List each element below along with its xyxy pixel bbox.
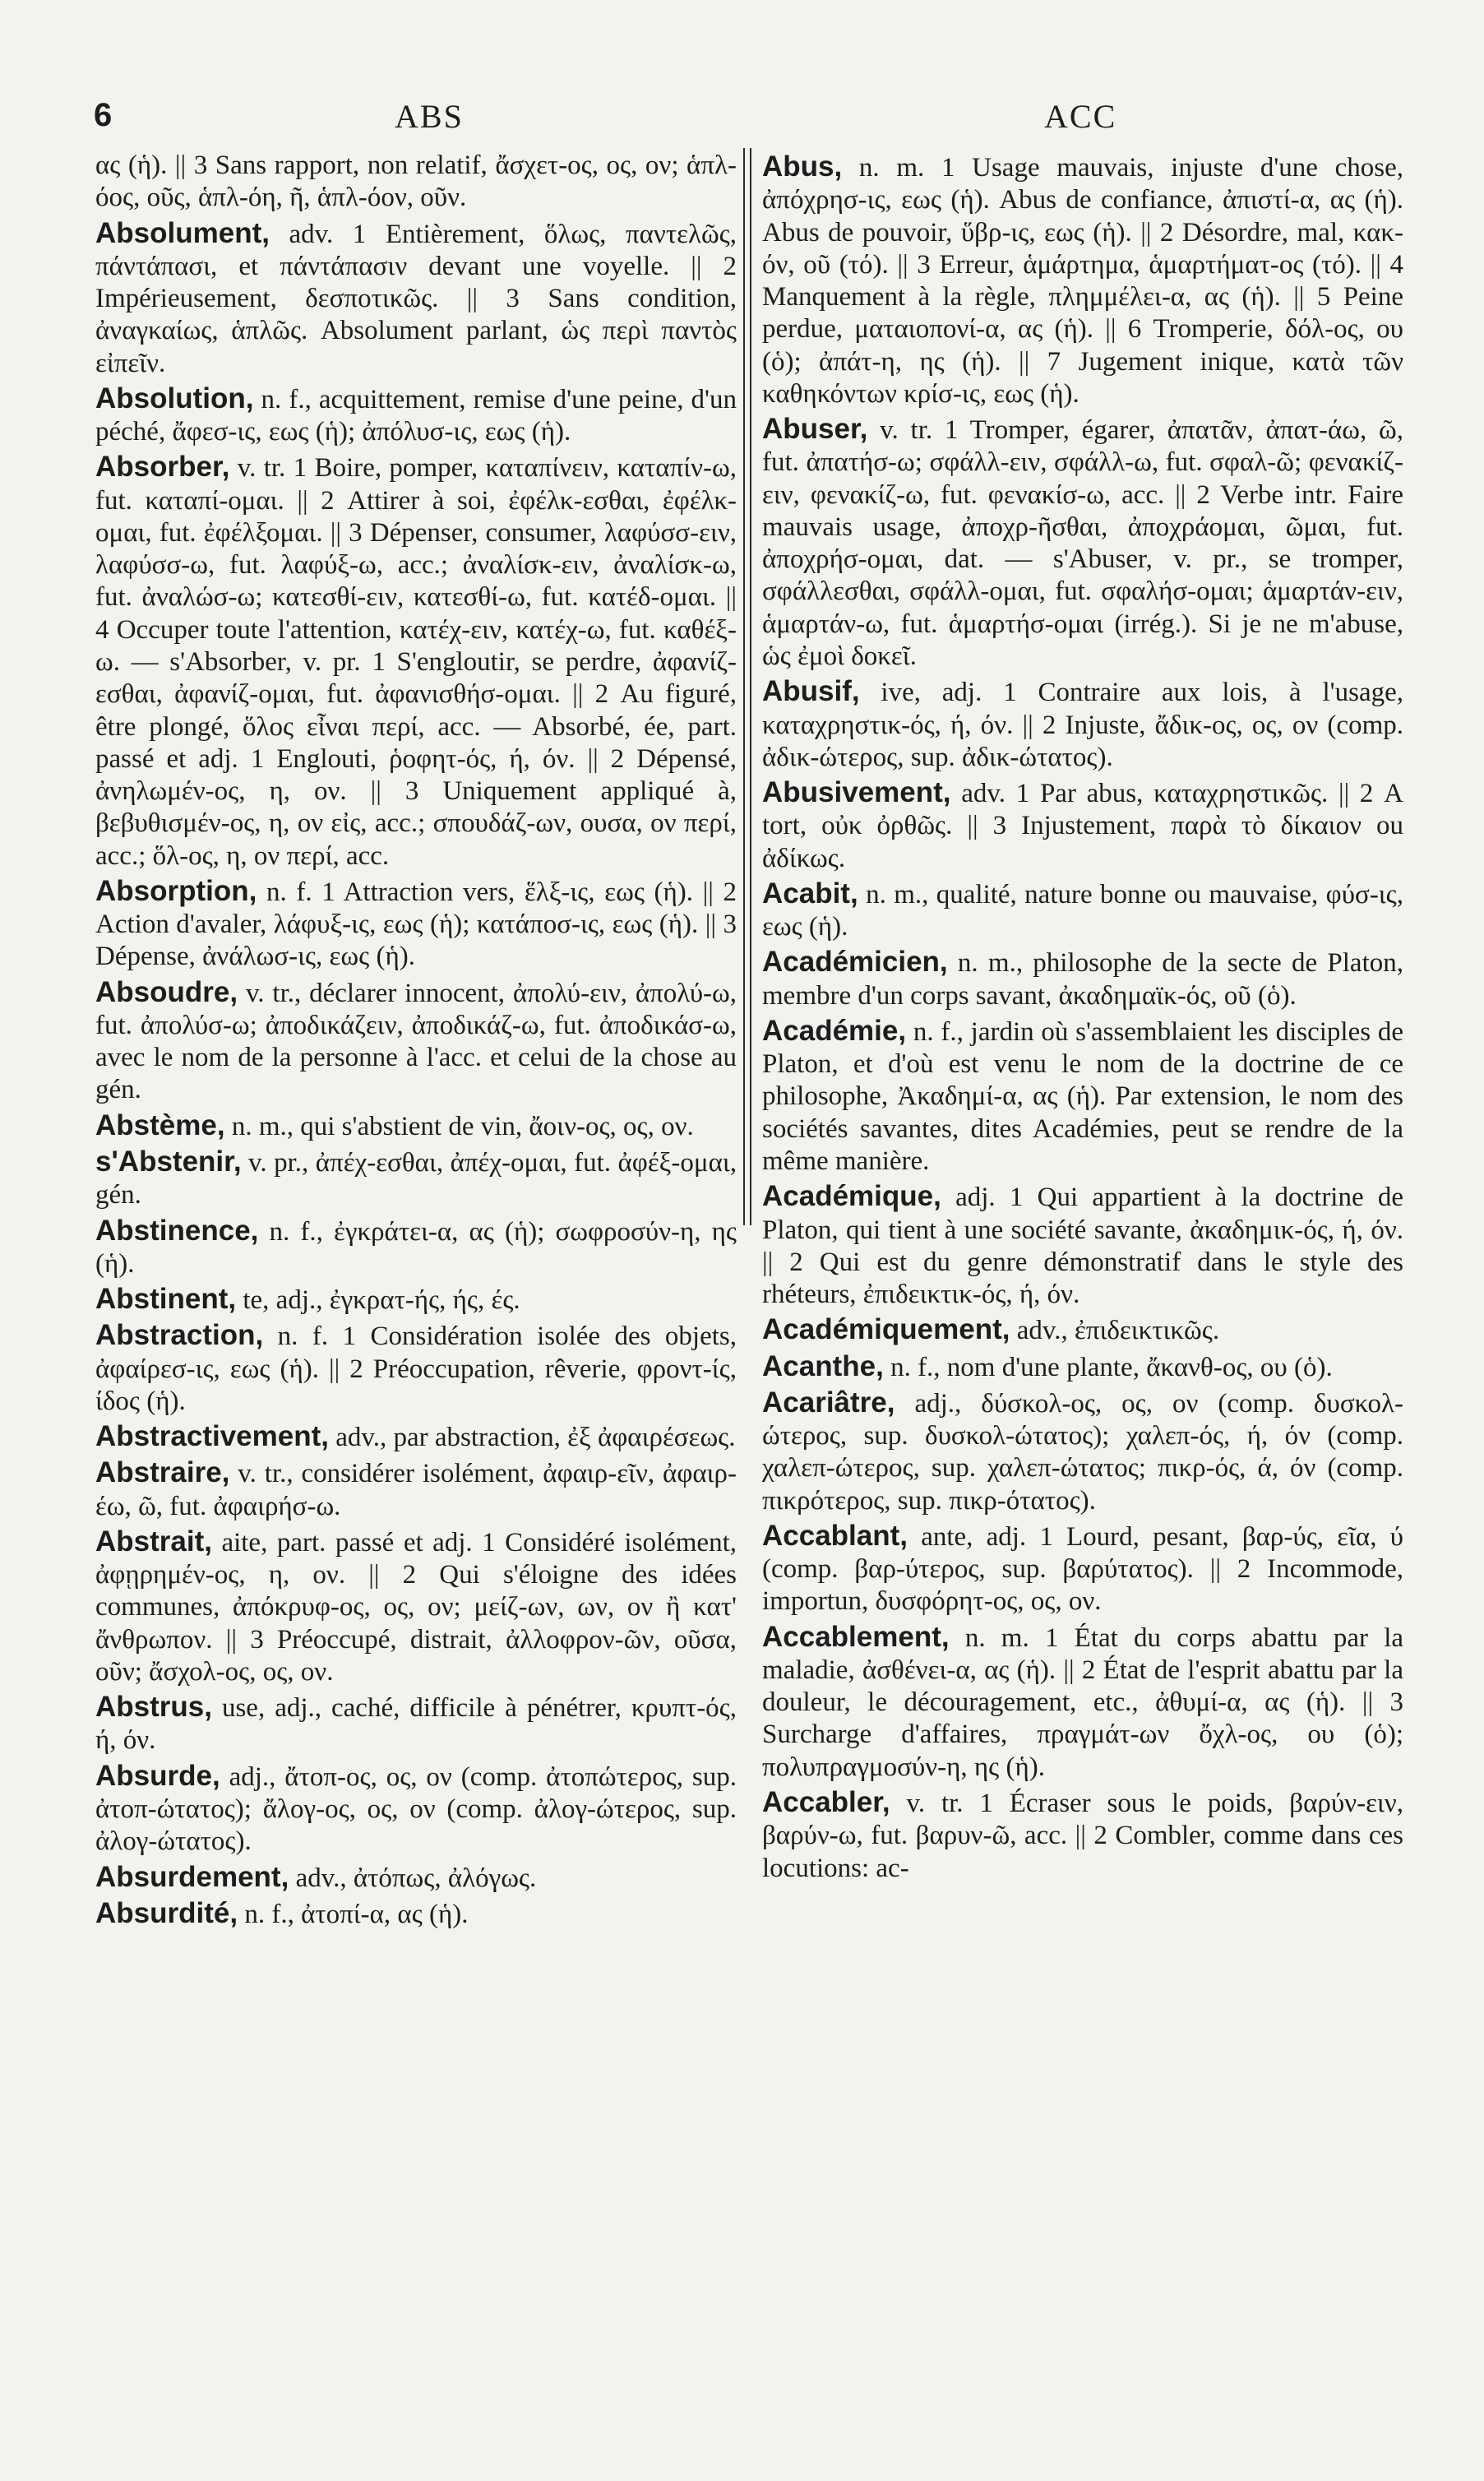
right-running-head: ACC <box>1044 98 1117 135</box>
column-rule <box>743 148 745 1225</box>
dictionary-entry <box>95 216 737 380</box>
entry-definition: ive, adj. 1 Contraire aux lois, à l'usage, καταχρηστικ-ός, ή, όν. || 2 Injuste, ἄδικ-ος, ος, ον (comp. ἀδικ-ώτερος, sup. ἀδικ-ώτατος). <box>762 678 1404 772</box>
entry-headword: Abuser, <box>762 413 868 446</box>
left-running-head: ABS <box>395 98 464 135</box>
entry-headword: Abstinent, <box>95 1283 237 1316</box>
entry-definition: n. m. 1 État du corps abattu par la maladie, ἀσθένει-α, ας (ἡ). || 2 État de l'esprit abattu par la douleur, le découragement, etc., ἀθυμί-α, ας (ἡ). || 3 Surcharge d'affaires, πραγμάτ-ων ὄχλ-ος, ου (ὁ); πολυπραγμοσύν-η, ης (ἡ). <box>762 1622 1404 1782</box>
entry-headword: Académicien, <box>762 946 948 979</box>
dictionary-entry <box>762 877 1403 944</box>
entry-headword: Académie, <box>762 1014 907 1047</box>
dictionary-entry <box>95 1525 737 1688</box>
entry-definition: n. m., qui s'abstient de vin, ἄοιν-ος, ος, ον. <box>231 1111 694 1141</box>
entry-headword: Absolution, <box>95 382 254 414</box>
dictionary-entry <box>95 1419 737 1454</box>
entry-headword: Absurdement, <box>95 1860 289 1893</box>
dictionary-entry <box>95 150 737 215</box>
entry-definition: adj., ἄτοπ-ος, ος, ον (comp. ἀτοπώτερος, sup. ἀτοπ-ώτατος); ἄλογ-ος, ος, ον (comp. ἀλογ-ώτερος, sup. ἀλογ-ώτατος). <box>95 1761 737 1857</box>
dictionary-entry <box>95 975 737 1107</box>
dictionary-entry <box>762 1620 1403 1784</box>
dictionary-entry <box>762 674 1403 774</box>
entry-headword: Abstraire, <box>95 1456 230 1489</box>
entry-definition: adj., δύσκολ-ος, ος, ον (comp. δυσκολ-ώτερος, sup. δυσκολ-ώτατος); χαλεπ-ός, ή, όν (comp. χαλεπ-ώτερος, sup. χαλεπ-ώτατος; πικρ-ός, ά, όν (comp. πικρότερος, sup. πικρ-ότατος). <box>762 1388 1404 1516</box>
dictionary-entry <box>95 1214 737 1281</box>
entry-definition: adv., ἀτόπως, ἀλόγως. <box>295 1863 537 1893</box>
dictionary-entry <box>762 1386 1403 1517</box>
dictionary-entry <box>95 1690 737 1757</box>
dictionary-entry <box>762 412 1403 673</box>
running-header <box>0 97 1484 146</box>
entry-headword: Abstrait, <box>95 1525 212 1558</box>
entry-headword: Abstractivement, <box>95 1420 329 1453</box>
entry-definition: n. m., philosophe de la secte de Platon, membre d'un corps savant, ἀκαδημαϊκ-ός, οῦ (ὁ). <box>762 948 1403 1011</box>
dictionary-entry <box>95 874 737 974</box>
entry-headword: Abstème, <box>95 1109 225 1141</box>
dictionary-entry <box>95 1145 737 1212</box>
entry-definition: adj. 1 Qui appartient à la doctrine de Platon, qui tient à une société savante, ἀκαδημικ-ός, ή, όν. || 2 Qui est du genre démonstratif dans le style des rhéteurs, ἐπιδεικτικ-ός, ή, όν. <box>762 1183 1404 1310</box>
entry-definition: n. f., ἀτοπί-α, ας (ἡ). <box>244 1899 469 1929</box>
entry-definition: ας (ἡ). || 3 Sans rapport, non relatif, ἄσχετ-ος, ος, ον; ἁπλ-όος, οῦς, ἁπλ-όη, ῆ, ἁπλ-όον, οῦν. <box>95 150 737 213</box>
entry-definition: n. m. 1 Usage mauvais, injuste d'une chose, ἀπόχρησ-ις, εως (ἡ). Abus de confiance, ἀπιστί-α, ας (ἡ). Abus de pouvoir, ὕβρ-ις, εως (ἡ). || 2 Désordre, mal, κακ-όν, οῦ (τό). || 3 Erreur, ἁμάρτημα, ἁμαρτήματ-ος (τό). || 4 Manquement à la règle, πλημμέλει-α, ας (ἡ). || 5 Peine perdue, ματαιοπονί-α, ας (ἡ). || 6 Tromperie, δόλ-ος, ου (ὁ); ἀπάτ-η, ης (ἡ). || 7 Jugement inique, κατὰ τῶν καθηκόντων κρίσ-ις, εως (ἡ). <box>762 153 1403 409</box>
entry-headword: Accabler, <box>762 1786 890 1819</box>
dictionary-entry <box>95 382 737 449</box>
entry-headword: Absolument, <box>95 216 270 249</box>
entry-headword: Absurde, <box>95 1759 220 1792</box>
entry-definition: n. f., acquittement, remise d'une peine, d'un péché, ἄφεσ-ις, εως (ἡ); ἀπόλυσ-ις, εως (ἡ). <box>95 384 737 447</box>
entry-definition: v. tr., considérer isolément, ἀφαιρ-εῖν, ἀφαιρ-έω, ῶ, fut. ἀφαιρήσ-ω. <box>95 1459 737 1521</box>
dictionary-entry <box>762 1312 1403 1347</box>
entry-headword: Abstrus, <box>95 1691 212 1724</box>
entry-headword: Absoudre, <box>95 975 238 1008</box>
entry-headword: Absorption, <box>95 874 257 907</box>
entry-definition: adv. 1 Entièrement, ὅλως, παντελῶς, πάντάπασι, et πάντάπασιν devant une voyelle. || 2 Impérieusement, δεσποτικῶς. || 3 Sans condition, ἀναγκαίως, ἁπλῶς. Absolument parlant, ὡς περὶ παντὸς εἰπεῖν. <box>95 219 737 378</box>
entry-definition: n. f., ἐγκράτει-α, ας (ἡ); σωφροσύν-η, ης (ἡ). <box>95 1216 737 1279</box>
dictionary-entry <box>95 1456 737 1523</box>
entry-headword: Accablant, <box>762 1519 908 1552</box>
dictionary-entry <box>95 1860 737 1895</box>
page-number: 6 <box>94 97 114 133</box>
entry-headword: s'Abstenir, <box>95 1145 242 1178</box>
entry-headword: Acariâtre, <box>762 1386 895 1419</box>
dictionary-entry <box>762 1179 1403 1311</box>
dictionary-entry <box>762 150 1403 410</box>
entry-headword: Académiquement, <box>762 1313 1010 1346</box>
entry-definition: te, adj., ἐγκρατ-ής, ής, ές. <box>243 1285 520 1316</box>
entry-definition: adv. 1 Par abus, καταχρηστικῶς. || 2 A tort, οὐκ ὀρθῶς. || 3 Injustement, παρὰ τὸ δίκαιον ou ἀδίκως. <box>762 779 1403 873</box>
entry-definition: adv., par abstraction, ἐξ ἀφαιρέσεως. <box>335 1423 736 1453</box>
left-column <box>95 150 737 1932</box>
dictionary-entry <box>95 450 737 872</box>
dictionary-entry <box>762 1519 1403 1618</box>
entry-definition: adv., ἐπιδεικτικῶς. <box>1016 1316 1220 1346</box>
column-rule <box>750 148 751 1225</box>
entry-definition: n. m., qualité, nature bonne ou mauvaise, φύσ-ις, εως (ἡ). <box>762 879 1403 942</box>
entry-headword: Abstraction, <box>95 1319 264 1352</box>
entry-headword: Abusivement, <box>762 776 951 809</box>
entry-headword: Acanthe, <box>762 1349 884 1382</box>
entry-definition: n. f., jardin où s'assemblaient les disciples de Platon, et d'où est venu le nom de la doctrine de ce philosophe, Ἀκαδημί-α, ας (ἡ). Par extension, le nom des sociétés savantes, dites Académies, peut se rendre de la même manière. <box>762 1016 1403 1176</box>
entry-definition: aite, part. passé et adj. 1 Considéré isolément, ἀφῃρημέν-ος, η, ον. || 2 Qui s'éloigne des idées communes, ἀπόκρυφ-ος, ος, ον; μείζ-ων, ων, ον ἢ κατ' ἄνθρωπον. || 3 Préoccupé, distrait, ἀλλοφρον-ῶν, οῦσα, οῦν; ἄσχολ-ος, ος, ον. <box>95 1527 737 1687</box>
entry-headword: Abusif, <box>762 675 860 708</box>
entry-definition: n. f. 1 Attraction vers, ἕλξ-ις, εως (ἡ). || 2 Action d'avaler, λάφυξ-ις, εως (ἡ); κατάποσ-ις, εως (ἡ). || 3 Dépense, ἀνάλωσ-ις, εως (ἡ). <box>95 877 737 972</box>
entry-definition: v. tr., déclarer innocent, ἀπολύ-ειν, ἀπολύ-ω, fut. ἀπολύσ-ω; ἀποδικάζειν, ἀποδικάζ-ω, fut. ἀποδικάσ-ω, avec le nom de la personne à l'acc. et celui de la chose au gén. <box>95 978 737 1105</box>
dictionary-entry <box>762 1014 1403 1178</box>
entry-headword: Académique, <box>762 1180 941 1213</box>
entry-headword: Absurdité, <box>95 1896 238 1929</box>
dictionary-entry <box>762 945 1403 1012</box>
dictionary-entry <box>762 1349 1403 1384</box>
entry-definition: use, adj., caché, difficile à pénétrer, κρυπτ-ός, ή, όν. <box>95 1693 737 1756</box>
entry-headword: Abstinence, <box>95 1214 259 1247</box>
dictionary-entry <box>762 1785 1403 1885</box>
dictionary-entry <box>95 1896 737 1931</box>
dictionary-entry <box>95 1282 737 1317</box>
dictionary-entry <box>95 1759 737 1858</box>
entry-headword: Acabit, <box>762 877 858 910</box>
entry-headword: Absorber, <box>95 451 230 484</box>
entry-definition: v. tr. 1 Tromper, égarer, ἀπατᾶν, ἀπατ-άω, ῶ, fut. ἀπατήσ-ω; σφάλλ-ειν, σφάλλ-ω, fut. σφαλ-ῶ; φενακίζ-ειν, φενακίζ-ω, fut. φενακίσ-ω, acc. || 2 Verbe intr. Faire mauvais usage, ἀποχρ-ῆσθαι, ἀποχράομαι, ῶμαι, fut. ἀποχρήσ-ομαι, dat. — s'Abuser, v. pr., se tromper, σφάλλεσθαι, σφάλλ-ομαι, fut. σφαλήσ-ομαι; ἁμαρτάν-ειν, ἁμαρτάν-ω, fut. ἁμαρτήσ-ομαι (irrég.). Si je ne m'abuse, ὡς ἐμοὶ δοκεῖ. <box>762 415 1403 671</box>
entry-definition: v. pr., ἀπέχ-εσθαι, ἀπέχ-ομαι, fut. ἀφέξ-ομαι, gén. <box>95 1147 737 1210</box>
entry-definition: ante, adj. 1 Lourd, pesant, βαρ-ύς, εῖα, ύ (comp. βαρ-ύτερος, sup. βαρύτατος). || 2 Incommode, importun, δυσφόρητ-ος, ος, ον. <box>762 1521 1403 1617</box>
dictionary-entry <box>762 775 1403 875</box>
entry-headword: Accablement, <box>762 1620 950 1653</box>
dictionary-entry <box>95 1318 737 1418</box>
entry-headword: Abus, <box>762 150 843 183</box>
right-column <box>762 150 1403 1886</box>
dictionary-entry <box>95 1109 737 1143</box>
entry-definition: v. tr. 1 Boire, pomper, καταπίνειν, καταπίν-ω, fut. καταπί-ομαι. || 2 Attirer à soi, ἐφέλκ-εσθαι, ἐφέλκ-ομαι, fut. ἐφέλξομαι. || 3 Dépenser, consumer, λαφύσσ-ειν, λαφύσσ-ω, fut. λαφύξ-ω, acc.; ἀναλίσκ-ειν, ἀναλίσκ-ω, fut. ἀναλώσ-ω; κατεσθί-ειν, κατεσθί-ω, fut. κατέδ-ομαι. || 4 Occuper toute l'attention, κατέχ-ειν, κατέχ-ω, fut. καθέξ-ω. — s'Absorber, v. pr. 1 S'engloutir, se perdre, ἀφανίζ-εσθαι, ἀφανίζ-ομαι, fut. ἀφανισθήσ-ομαι. || 2 Au figuré, être plongé, ὅλος εἶναι περί, acc. — Absorbé, ée, part. passé et adj. 1 Englouti, ῥοφητ-ός, ή, όν. || 2 Dépensé, ἀνηλωμέν-ος, η, ον. || 3 Uniquement appliqué à, βεβυθισμέν-ος, η, ον εἰς, acc.; σπουδάζ-ων, ουσα, ον περί, acc.; ὅλ-ος, η, ον περί, acc. <box>95 453 737 871</box>
entry-definition: n. f., nom d'une plante, ἄκανθ-ος, ου (ὁ). <box>890 1352 1333 1382</box>
entry-definition: n. f. 1 Considération isolée des objets, ἀφαίρεσ-ις, εως (ἡ). || 2 Préoccupation, rêverie, φροντ-ίς, ίδος (ἡ). <box>95 1322 737 1416</box>
entry-definition: v. tr. 1 Écraser sous le poids, βαρύν-ειν, βαρύν-ω, fut. βαρυν-ῶ, acc. || 2 Combler, comme dans ces locutions: ac- <box>762 1789 1404 1883</box>
